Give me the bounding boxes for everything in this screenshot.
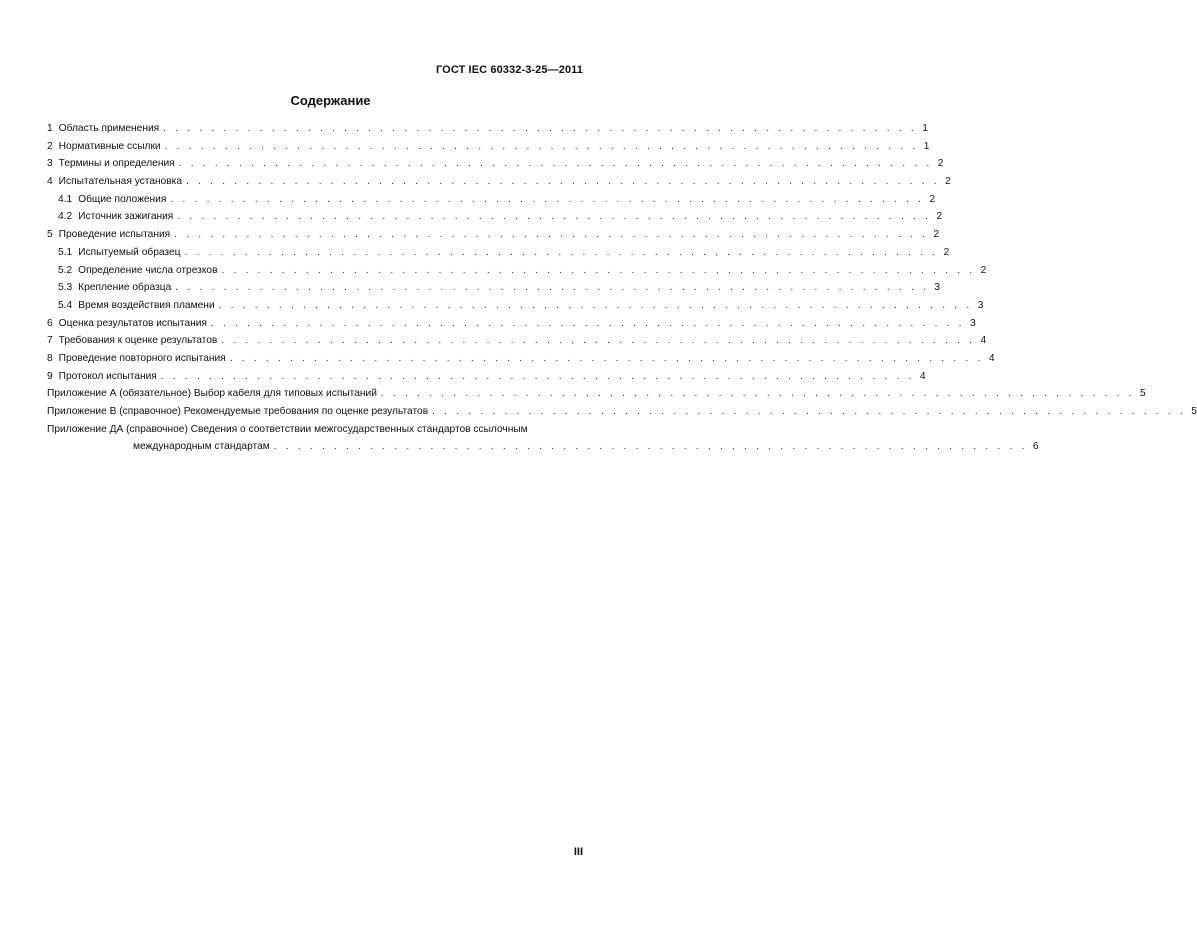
toc-annex-da-line2[interactable] <box>47 438 1039 456</box>
toc-item[interactable] <box>47 155 944 173</box>
leader-dots: . . . . . . . . . . . . . . . . . . . . . . . . . . . . . . . . . . . . . . . . . . . . . . . . . . . . . . . . . . . . . . . <box>175 282 930 294</box>
leader-dots: . . . . . . . . . . . . . . . . . . . . . . . . . . . . . . . . . . . . . . . . . . . . . . . . . . . . . . . . . . . . . . . <box>178 158 933 170</box>
leader-dots: . . . . . . . . . . . . . . . . . . . . . . . . . . . . . . . . . . . . . . . . . . . . . . . . . . . . . . . . . . . . . . . <box>160 370 915 382</box>
toc-item-page: 2 <box>929 193 936 205</box>
toc-item-number: 5.3 <box>58 282 73 294</box>
toc-title: Содержание <box>290 93 371 108</box>
toc-item-label: Оценка результатов испытания <box>58 317 207 329</box>
toc-annex-item[interactable] <box>47 385 1146 403</box>
toc-item[interactable] <box>47 244 950 262</box>
table-of-contents <box>47 120 1197 456</box>
toc-annex-da-line1[interactable] <box>47 421 584 439</box>
toc-item[interactable] <box>47 368 926 386</box>
leader-dots: . . . . . . . . . . . . . . . . . . . . . . . . . . . . . . . . . . . . . . . . . . . . . . . . . . . . . . . . . . . . . . . <box>229 352 984 364</box>
toc-item-label: Проведение повторного испытания <box>58 352 226 364</box>
toc-item-label: Проведение испытания <box>58 229 171 241</box>
toc-item-label: Время воздействия пламени <box>78 299 215 311</box>
toc-item-page: 3 <box>970 317 976 329</box>
toc-item-label: Общие положения <box>78 193 167 205</box>
leader-dots: . . . . . . . . . . . . . . . . . . . . . . . . . . . . . . . . . . . . . . . . . . . . . . . . . . . . . . . . . . . . . . . <box>380 388 1135 400</box>
toc-item-page: 4 <box>988 352 995 364</box>
toc-item-page: 4 <box>980 335 987 347</box>
leader-dots: . . . . . . . . . . . . . . . . . . . . . . . . . . . . . . . . . . . . . . . . . . . . . . . . . . . . . . . . . . . . . . . <box>273 441 1028 453</box>
toc-item-label: Требования к оценке результатов <box>58 335 218 347</box>
toc-item-label: Определение числа отрезков <box>78 264 218 276</box>
toc-item-number: 4 <box>47 176 53 188</box>
toc-item[interactable] <box>47 226 939 244</box>
toc-item-label: Источник зажигания <box>78 211 174 223</box>
toc-item-page: 3 <box>977 299 984 311</box>
toc-item-page: 2 <box>937 158 944 170</box>
toc-item[interactable] <box>47 208 943 226</box>
toc-item[interactable] <box>47 315 976 333</box>
toc-item-label: Приложение ДА (справочное) Сведения о соответствии межгосударственных стандартов ссылочным <box>47 423 528 435</box>
toc-item-number: 1 <box>47 123 53 134</box>
toc-item[interactable] <box>47 279 941 297</box>
toc-item-label: международным стандартам <box>133 441 270 453</box>
leader-dots: . . . . . . . . . . . . . . . . . . . . . . . . . . . . . . . . . . . . . . . . . . . . . . . . . . . . . . . . . . . . . . . <box>170 193 925 205</box>
leader-dots: . . . . . . . . . . . . . . . . . . . . . . . . . . . . . . . . . . . . . . . . . . . . . . . . . . . . . . . . . . . . . . . <box>186 176 940 188</box>
toc-item-page: 2 <box>936 211 943 223</box>
toc-item-number: 5.4 <box>58 299 73 311</box>
toc-item[interactable] <box>47 262 987 280</box>
leader-dots: . . . . . . . . . . . . . . . . . . . . . . . . . . . . . . . . . . . . . . . . . . . . . . . . . . . . . . . . . . . . . . . <box>221 335 976 347</box>
toc-item-number: 6 <box>47 317 53 329</box>
toc-item-label: Испытуемый образец <box>78 246 181 258</box>
toc-item-page: 5 <box>1140 388 1146 400</box>
toc-item-page: 6 <box>1032 441 1039 453</box>
leader-dots: . . . . . . . . . . . . . . . . . . . . . . . . . . . . . . . . . . . . . . . . . . . . . . . . . . . . . . . . . . . . . . . <box>221 264 976 276</box>
toc-item-number: 4.1 <box>58 193 73 205</box>
leader-dots: . . . . . . . . . . . . . . . . . . . . . . . . . . . . . . . . . . . . . . . . . . . . . . . . . . . . . . . . . . . . . . . <box>184 246 939 258</box>
leader-dots: . . . . . . . . . . . . . . . . . . . . . . . . . . . . . . . . . . . . . . . . . . . . . . . . . . . . . . . . . . . . . . . <box>432 406 1186 417</box>
leader-dots: . . . . . . . . . . . . . . . . . . . . . . . . . . . . . . . . . . . . . . . . . . . . . . . . . . . . . . . . . . . . . . . <box>210 317 965 329</box>
toc-item-number: 3 <box>47 158 53 170</box>
toc-item-number: 5.1 <box>58 246 73 258</box>
toc-item[interactable] <box>47 120 928 138</box>
toc-item-number: 9 <box>47 370 53 382</box>
toc-item-number: 7 <box>47 335 53 347</box>
toc-item-label: Приложение А (обязательное) Выбор кабеля для типовых испытаний <box>47 388 377 400</box>
toc-item-page: 3 <box>934 282 941 294</box>
toc-item-page: 1 <box>922 123 928 134</box>
toc-item-label: Испытательная установка <box>58 176 183 188</box>
toc-item-page: 2 <box>945 176 951 188</box>
toc-item[interactable] <box>47 191 936 209</box>
standard-code: ГОСТ IEC 60332-3-25—2011 <box>435 64 583 76</box>
toc-item-page: 2 <box>933 229 939 241</box>
toc-item-page: 2 <box>943 246 950 258</box>
toc-item-label: Область применения <box>58 123 160 134</box>
toc-annex-item[interactable] <box>47 403 1197 421</box>
leader-dots: . . . . . . . . . . . . . . . . . . . . . . . . . . . . . . . . . . . . . . . . . . . . . . . . . . . . . . . . . . . . . . . <box>218 299 973 311</box>
toc-item-number: 2 <box>47 140 53 152</box>
page-number: III <box>573 846 583 858</box>
toc-item-label: Приложение В (справочное) Рекомендуемые требования по оценке результатов <box>47 406 429 417</box>
leader-dots: . . . . . . . . . . . . . . . . . . . . . . . . . . . . . . . . . . . . . . . . . . . . . . . . . . . . . . . . . . . . . . . <box>163 123 917 134</box>
toc-item-page: 2 <box>980 264 987 276</box>
toc-item-label: Термины и определения <box>58 158 175 170</box>
toc-item-number: 5.2 <box>58 264 73 276</box>
toc-item[interactable] <box>47 350 995 368</box>
toc-item-label: Нормативные ссылки <box>58 140 161 152</box>
toc-item-page: 1 <box>923 140 930 152</box>
toc-item[interactable] <box>47 173 951 191</box>
toc-item-page: 4 <box>919 370 926 382</box>
toc-item-page: 5 <box>1191 406 1197 417</box>
toc-item-number: 5 <box>47 229 53 241</box>
leader-dots: . . . . . . . . . . . . . . . . . . . . . . . . . . . . . . . . . . . . . . . . . . . . . . . . . . . . . . . . . . . . . . . <box>174 229 928 241</box>
toc-item-number: 4.2 <box>58 211 73 223</box>
toc-item-number: 8 <box>47 352 53 364</box>
toc-item-label: Протокол испытания <box>58 370 157 382</box>
leader-dots: . . . . . . . . . . . . . . . . . . . . . . . . . . . . . . . . . . . . . . . . . . . . . . . . . . . . . . . . . . . . . . . <box>177 211 932 223</box>
toc-item[interactable] <box>47 332 987 350</box>
toc-item[interactable] <box>47 138 930 156</box>
leader-dots: . . . . . . . . . . . . . . . . . . . . . . . . . . . . . . . . . . . . . . . . . . . . . . . . . . . . . . . . . . . . . . . <box>164 140 919 152</box>
toc-item[interactable] <box>47 297 984 315</box>
toc-item-label: Крепление образца <box>78 282 172 294</box>
